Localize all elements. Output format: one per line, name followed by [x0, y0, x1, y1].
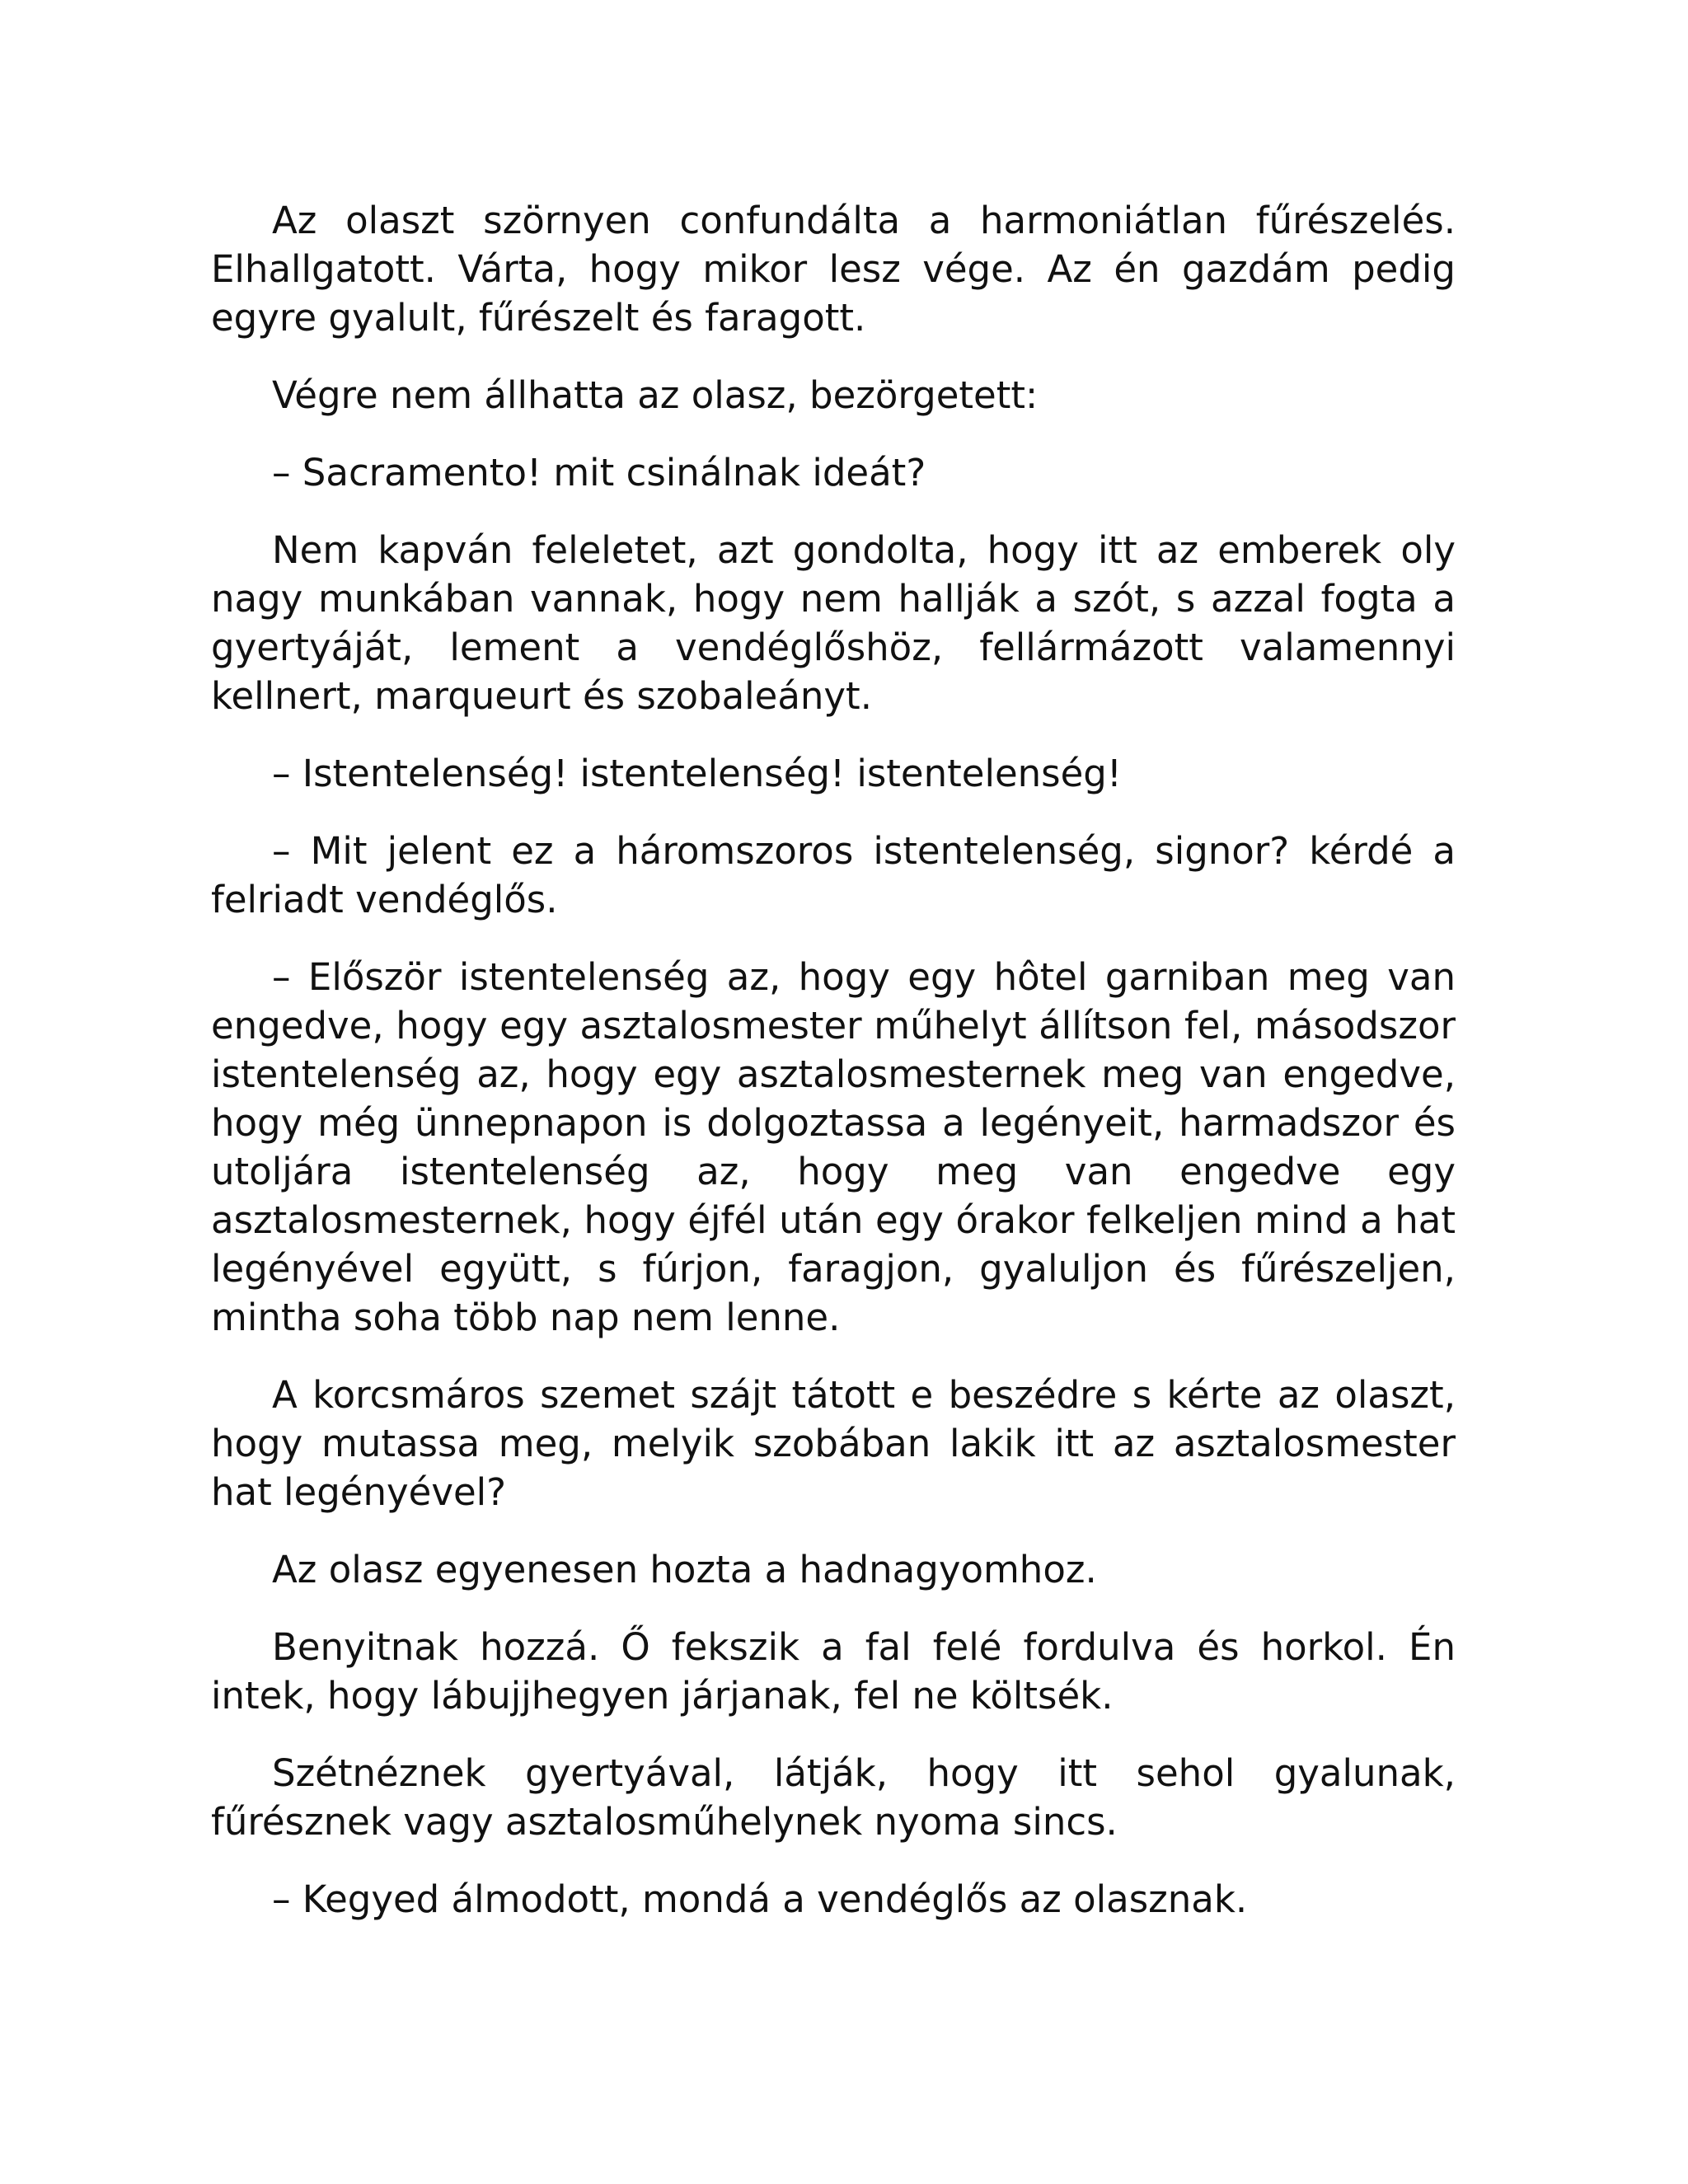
paragraph-9: Az olasz egyenesen hozta a hadnagyomhoz. — [272, 1548, 1097, 1591]
paragraph-7: – Először istentelenség az, hogy egy hôtel garniban meg van engedve, hogy egy asztalosmester műhelyt állítson fel, másodszor istentelenség az, hogy egy asztalosmesternek meg van engedve, hogy még ünnepnapon is dolgoztassa a legényeit, harmadszor és utoljára istentelenség az, hogy meg van engedve egy asztalosmesternek, hogy éjfél után egy órakor felkeljen mind a hat legényével együtt, s fúrjon, faragjon, gyaluljon és fűrészeljen, mintha soha több nap nem lenne. — [211, 955, 1456, 1339]
paragraph-2: Végre nem állhatta az olasz, bezörgetett: — [272, 373, 1039, 417]
paragraph-11: Szétnéznek gyertyával, látják, hogy itt sehol gyalunak, fűrésznek vagy asztalosműhelynek nyoma sincs. — [211, 1751, 1456, 1844]
paragraph-5: – Istentelenség! istentelenség! istentelenség! — [272, 752, 1122, 795]
paragraph-8: A korcsmáros szemet szájt tátott e beszédre s kérte az olaszt, hogy mutassa meg, melyik szobában lakik itt az asztalosmester hat legényével? — [211, 1373, 1456, 1514]
paragraph-10: Benyitnak hozzá. Ő fekszik a fal felé fordulva és horkol. Én intek, hogy lábujjhegyen járjanak, fel ne költsék. — [211, 1625, 1456, 1718]
paragraph-4: Nem kapván feleletet, azt gondolta, hogy itt az emberek oly nagy munkában vannak, hogy nem hallják a szót, s azzal fogta a gyertyáját, lement a vendéglőshöz, fellármázott valamennyi kellnert, marqueurt és szobaleányt. — [211, 528, 1456, 718]
paragraph-3: – Sacramento! mit csinálnak ideát? — [272, 451, 926, 494]
paragraph-6: – Mit jelent ez a háromszoros istentelenség, signor? kérdé a felriadt vendéglős. — [211, 829, 1456, 921]
body-text — [211, 196, 1456, 1952]
paragraph-12: – Kegyed álmodott, mondá a vendéglős az olasznak. — [272, 1877, 1248, 1921]
paragraph-1: Az olaszt szörnyen confundálta a harmoniátlan fűrészelés. Elhallgatott. Várta, hogy mikor lesz vége. Az én gazdám pedig egyre gyalult, fűrészelt és faragott. — [211, 199, 1456, 340]
